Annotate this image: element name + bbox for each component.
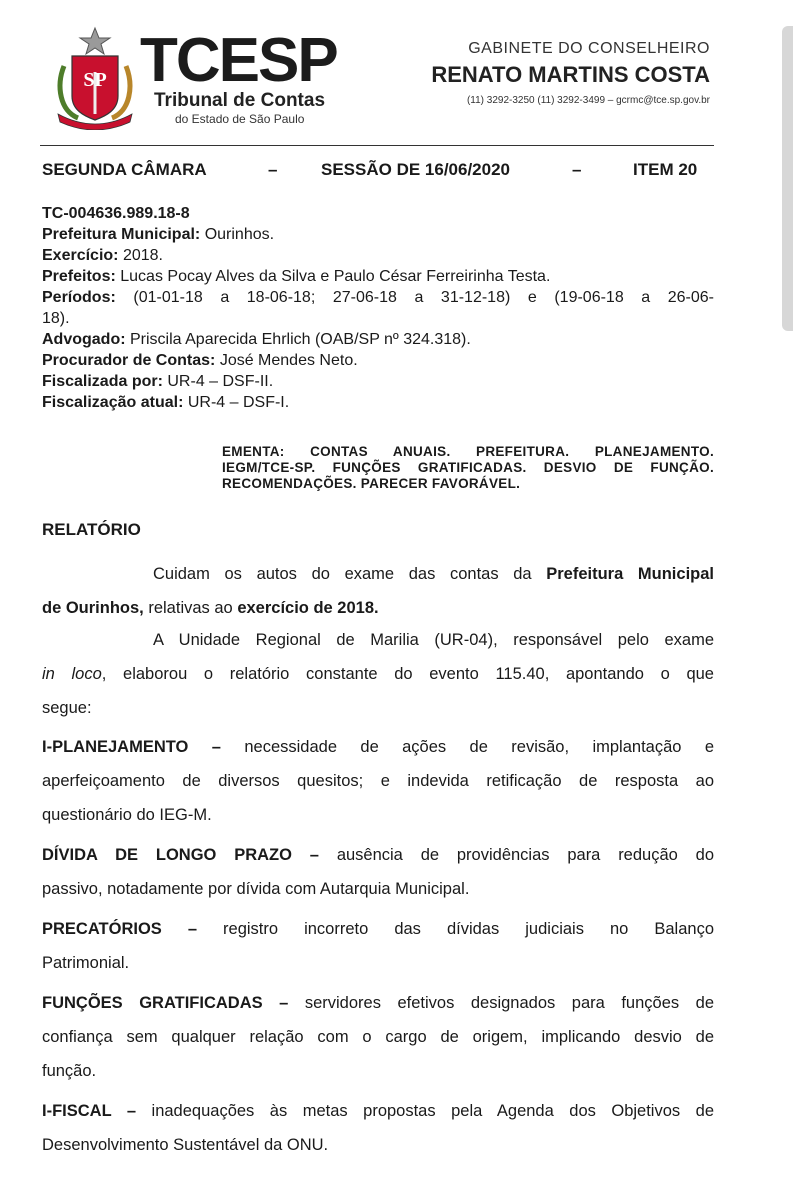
meta-row: Advogado: Priscila Aparecida Ehrlich (OAB/SP nº 324.318). — [42, 331, 471, 348]
finding-fiscal: I-FISCAL – inadequações às metas propostas pela Agenda dos Objetivos de Desenvolvimento Sustentável da ONU. — [42, 1102, 715, 1154]
meta-row: Períodos: (01-01-18 a 18-06-18; 27-06-18 a 31-12-18) e (19-06-18 a 26-06- — [42, 289, 715, 306]
logo-subtitle: Tribunal de Contas — [154, 90, 326, 111]
finding-planejamento: I-PLANEJAMENTO – necessidade de ações de revisão, implantação e aperfeiçoamento de diversos quesitos; e indevida retificação de resposta ao questionário do IEG-M. — [42, 738, 714, 824]
meta-row: Prefeitura Municipal: Ourinhos. — [42, 226, 275, 243]
logo-subtitle-state: do Estado de São Paulo — [175, 112, 305, 126]
session-date: SESSÃO DE 16/06/2020 — [321, 160, 511, 179]
process-number: TC-004636.989.18-8 — [42, 205, 190, 222]
meta-row: Procurador de Contas: José Mendes Neto. — [42, 352, 358, 369]
finding-divida: DÍVIDA DE LONGO PRAZO – ausência de providências para redução do passivo, notadamente por dívida com Autarquia Municipal. — [42, 846, 715, 898]
dash: – — [268, 160, 278, 179]
meta-row: Fiscalização atual: UR-4 – DSF-I. — [42, 394, 290, 411]
meta-row: Prefeitos: Lucas Pocay Alves da Silva e Paulo César Ferreirinha Testa. — [42, 268, 551, 285]
svg-text:SP: SP — [83, 69, 107, 91]
tcesp-logo: TCESP — [140, 26, 337, 95]
report-paragraph: A Unidade Regional de Marilia (UR-04), responsável pelo exame in loco, elaborou o relatório constante do evento 115.40, apontando o que segue: — [42, 631, 714, 717]
header-divider — [40, 145, 714, 146]
office-label: GABINETE DO CONSELHEIRO — [468, 40, 710, 57]
finding-funcoes: FUNÇÕES GRATIFICADAS – servidores efetivos designados para funções de confiança sem qualquer relação com o cargo de origem, implicando desvio de função. — [42, 994, 714, 1080]
meta-row-cont: 18). — [42, 310, 70, 327]
dash: – — [572, 160, 582, 179]
scrollbar[interactable] — [782, 26, 793, 331]
section-title: RELATÓRIO — [42, 520, 141, 539]
chamber-label: SEGUNDA CÂMARA — [42, 160, 207, 179]
sao-paulo-coat-of-arms-icon — [50, 26, 140, 130]
counselor-name: RENATO MARTINS COSTA — [431, 62, 710, 87]
finding-precatorios: PRECATÓRIOS – registro incorreto das dívidas judiciais no Balanço Patrimonial. — [42, 920, 715, 972]
office-contact: (11) 3292-3250 (11) 3292-3499 – gcrmc@tce.sp.gov.br — [466, 95, 710, 106]
ementa-summary: EMENTA: CONTAS ANUAIS. PREFEITURA. PLANEJAMENTO. IEGM/TCE-SP. FUNÇÕES GRATIFICADAS. DESVIO DE FUNÇÃO. RECOMENDAÇÕES. PARECER FAVORÁVEL. — [222, 444, 714, 491]
meta-row: Exercício: 2018. — [42, 247, 163, 264]
item-number: ITEM 20 — [633, 160, 698, 179]
report-paragraph: Cuidam os autos do exame das contas da Prefeitura Municipal de Ourinhos, relativas ao exercício de 2018. — [42, 565, 714, 617]
process-metadata — [42, 203, 714, 413]
meta-row: Fiscalizada por: UR-4 – DSF-II. — [42, 373, 274, 390]
